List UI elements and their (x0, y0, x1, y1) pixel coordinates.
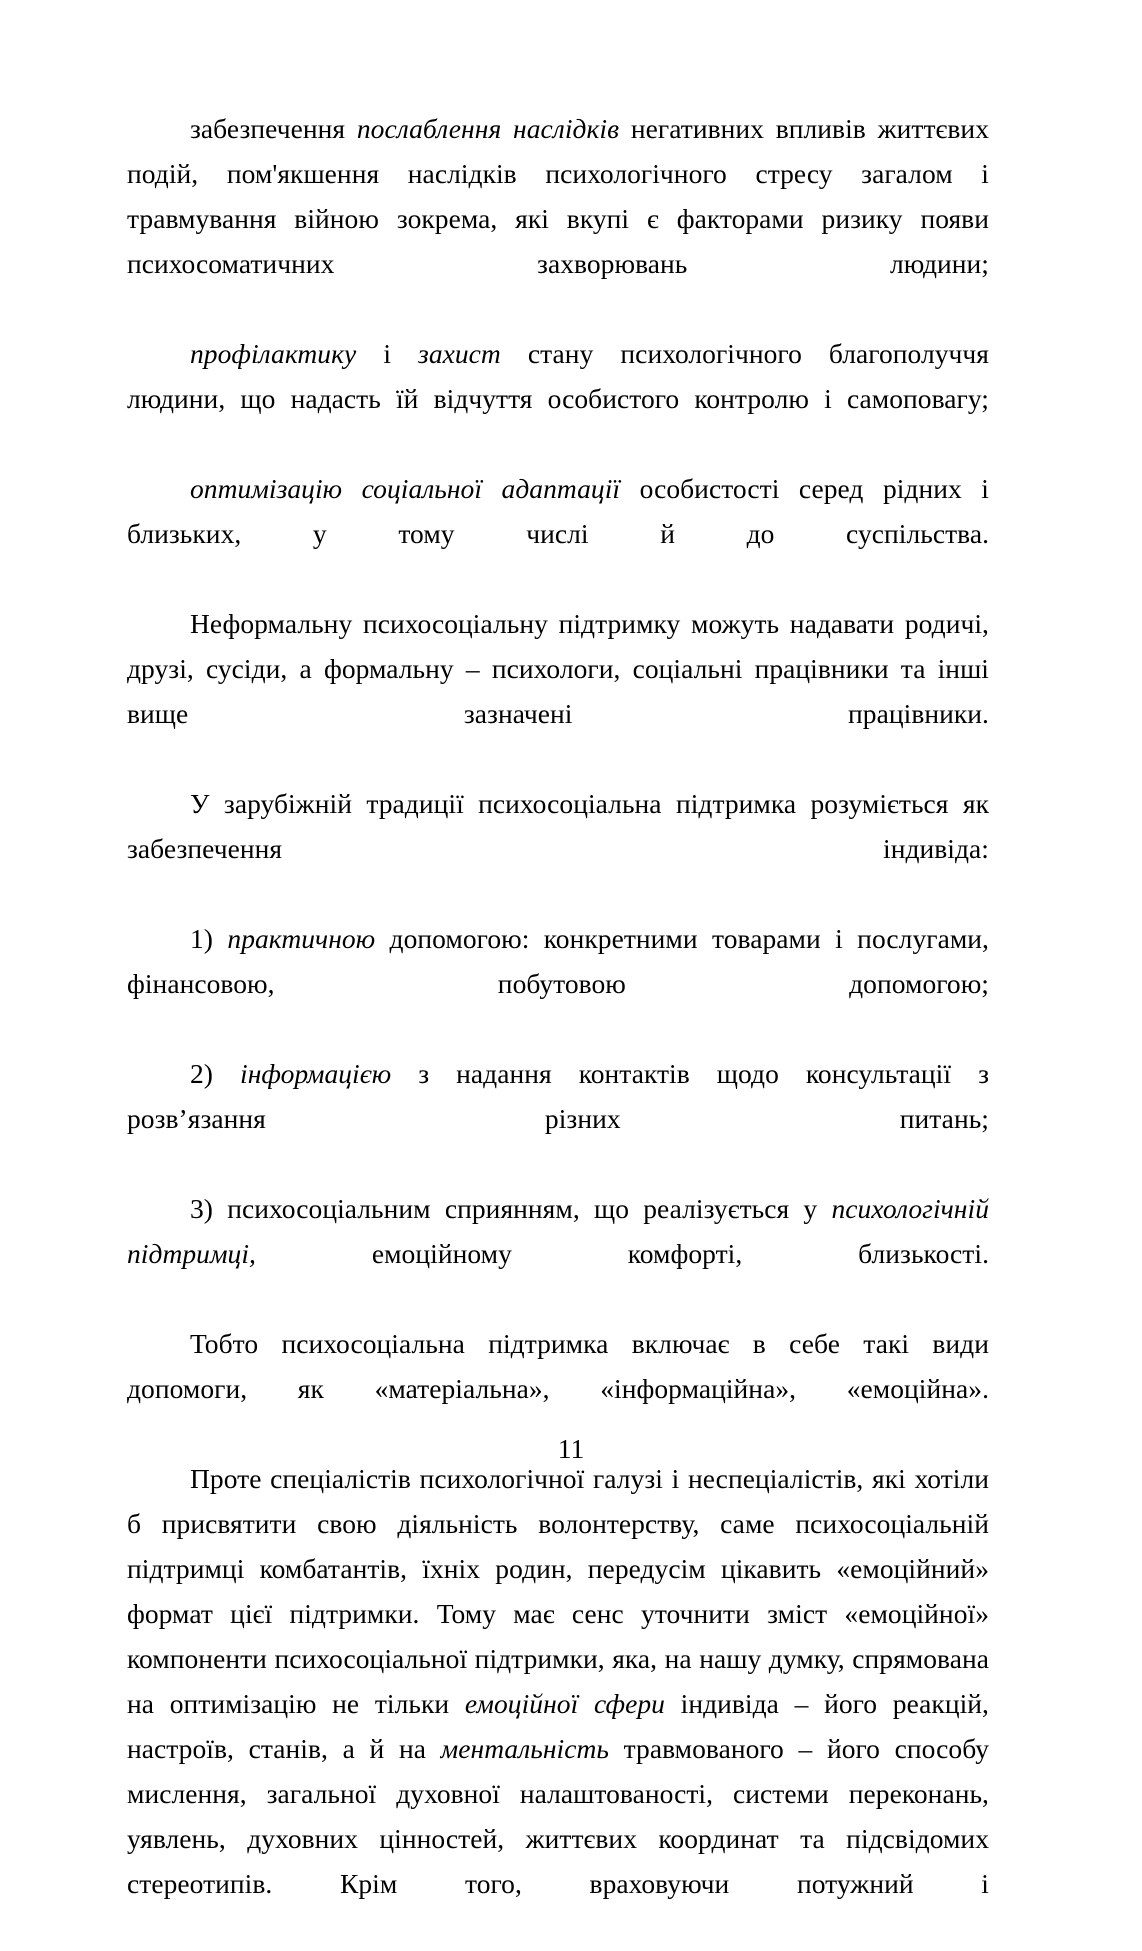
body-text: емоційному комфорті, близькості. (255, 1238, 989, 1269)
body-text: Тобто психосоціальна підтримка включає в себе такі види допомоги, як «матеріальна», «інформаційна», «емоційна». (127, 1328, 989, 1404)
body-text: і (356, 338, 419, 369)
body-text: індивіда – його реакцій, настроїв, станів, а й на (127, 1688, 989, 1764)
paragraph-2 (127, 331, 989, 466)
emphasis-text: інформацією (240, 1058, 392, 1089)
body-text: 2) (190, 1058, 241, 1089)
page-number: 11 (557, 1433, 585, 1464)
emphasis-text: ментальність (440, 1733, 609, 1764)
list-item-3 (127, 1186, 989, 1321)
list-item-1 (127, 916, 989, 1051)
paragraph-3 (127, 466, 989, 601)
body-text: травмованого – його способу мислення, загальної духовної налаштованості, системи переконань, уявлень, духовних цінностей, життєвих координат та підсвідомих стереотипів. Крім того, враховуючи потужний і (127, 1733, 989, 1899)
paragraph-1 (127, 106, 989, 331)
emphasis-text: послаблення наслідків (356, 113, 620, 144)
body-text: У зарубіжній традиції психосоціальна підтримка розуміється як забезпечення індивіда: (127, 788, 989, 864)
emphasis-text: захист (418, 338, 501, 369)
body-text: допомогою: конкретними товарами і послугами, фінансовою, побутовою допомогою; (127, 923, 989, 999)
body-text: з надання контактів щодо консультації з розв’язання різних питань; (127, 1058, 989, 1134)
body-text: забезпечення (190, 113, 357, 144)
emphasis-text: психологічній підтримці, (127, 1193, 989, 1269)
emphasis-text: профілактику (190, 338, 357, 369)
body-text: 1) (190, 923, 228, 954)
body-text: Неформальну психосоціальну підтримку можуть надавати родичі, друзі, сусіди, а формальну – психологи, соціальні працівники та інші вище зазначені працівники. (127, 608, 989, 729)
body-text: негативних впливів життєвих подій, пом'якшення наслідків психологічного стресу загалом і травмування війною зокрема, які вкупі є факторами ризику появи психосоматичних захворювань людини; (127, 113, 990, 279)
paragraph-7 (127, 1456, 989, 1951)
emphasis-text: емоційної сфери (464, 1688, 665, 1719)
body-text: стану психологічного благополуччя людини, що надасть їй відчуття особистого контролю і самоповагу; (127, 338, 989, 414)
emphasis-text: оптимізацію соціальної адаптації (190, 473, 621, 504)
body-text: 3) психосоціальним сприянням, що реалізується у (190, 1193, 832, 1224)
paragraph-5 (127, 781, 989, 916)
body-text-column (127, 106, 989, 1951)
paragraph-4 (127, 601, 989, 781)
body-text: Проте спеціалістів психологічної галузі і неспеціалістів, які хотіли б присвятити свою діяльність волонтерству, саме психосоціальній підтримці комбатантів, їхніх родин, передусім цікавить «емоційний» формат цієї підтримки. Тому має сенс уточнити зміст «емоційної» компоненти психосоціальної підтримки, яка, на нашу думку, спрямована на оптимізацію не тільки (127, 1463, 989, 1719)
list-item-2 (127, 1051, 989, 1186)
emphasis-text: практичною (227, 923, 376, 954)
body-text: особистості серед рідних і близьких, у тому числі й до суспільства. (127, 473, 989, 549)
